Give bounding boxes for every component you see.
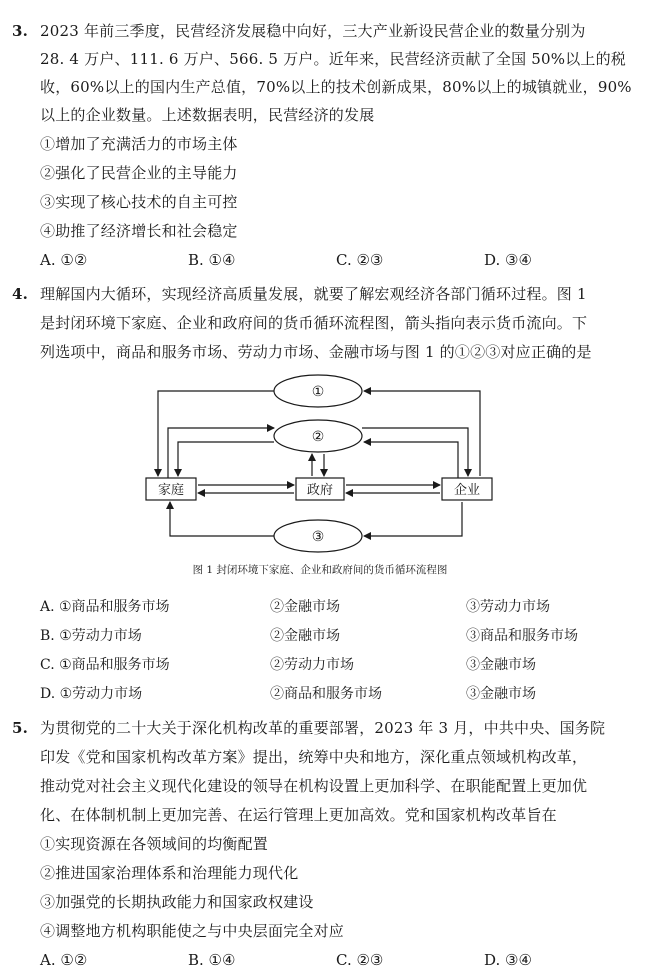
question-stem-line: 28. 4 万户、111. 6 万户、566. 5 万户。近年来，民营经济贡献了全国 50%以上的税 [40,50,627,68]
choice-a: A. ①② [40,251,88,269]
option-a-2: ②金融市场 [270,599,340,615]
choice-b: B. ①④ [188,251,236,269]
question-number: 4. [12,285,29,303]
question-stem-line: 是封闭环境下家庭、企业和政府间的货币循环流程图，箭头指向表示货币流向。下 [40,314,588,332]
choice-b: B. ①④ [188,951,236,969]
option-d-1: D. ①劳动力市场 [40,686,143,702]
question-stem-line: 推动党对社会主义现代化建设的领导在机构设置上更加科学、在职能配置上更加优 [40,777,588,795]
statement: ②强化了民营企业的主导能力 [40,164,238,182]
ellipse-2-label: ② [311,429,325,445]
statement: ①增加了充满活力的市场主体 [40,135,238,153]
option-a-3: ③劳动力市场 [466,599,550,615]
box-gov-label: 政府 [306,483,334,498]
question-stem-line: 以上的企业数量。上述数据表明，民营经济的发展 [40,106,375,124]
option-c-3: ③金融市场 [466,657,536,673]
statement: ②推进国家治理体系和治理能力现代化 [40,864,299,882]
statement: ④调整地方机构职能使之与中央层面完全对应 [40,922,345,940]
option-d-3: ③金融市场 [466,686,536,702]
choice-a: A. ①② [40,951,88,969]
question-stem-line: 收，60%以上的国内生产总值，70%以上的技术创新成果，80%以上的城镇就业，90% [40,78,632,96]
option-b-3: ③商品和服务市场 [466,628,578,644]
choice-d: D. ③④ [484,251,532,269]
option-b-1: B. ①劳动力市场 [40,628,142,644]
box-firm-label: 企业 [453,483,481,498]
statement: ③加强党的长期执政能力和国家政权建设 [40,893,314,911]
money-circulation-diagram [140,372,510,582]
question-stem-line: 2023 年前三季度，民营经济发展稳中向好，三大产业新设民营企业的数量分别为 [40,22,586,40]
choice-d: D. ③④ [484,951,532,969]
choice-c: C. ②③ [336,951,384,969]
question-stem-line: 化、在体制机制上更加完善、在运行管理上更加高效。党和国家机构改革旨在 [40,806,557,824]
ellipse-3-label: ③ [311,529,325,545]
question-stem-line: 印发《党和国家机构改革方案》提出，统筹中央和地方，深化重点领域机构改革， [40,748,588,766]
statement: ①实现资源在各领域间的均衡配置 [40,835,269,853]
statement: ③实现了核心技术的自主可控 [40,193,238,211]
question-number: 3. [12,22,29,40]
ellipse-1-label: ① [311,384,325,400]
question-stem-line: 为贯彻党的二十大关于深化机构改革的重要部署，2023 年 3 月，中共中央、国务院 [40,719,606,737]
question-number: 5. [12,719,29,737]
option-b-2: ②金融市场 [270,628,340,644]
box-home-label: 家庭 [157,483,185,498]
figure-caption: 图 1 封闭环境下家庭、企业和政府间的货币循环流程图 [192,564,448,576]
option-a-1: A. ①商品和服务市场 [40,599,170,615]
choice-c: C. ②③ [336,251,384,269]
question-stem-line: 列选项中，商品和服务市场、劳动力市场、金融市场与图 1 的①②③对应正确的是 [40,343,592,361]
option-c-2: ②劳动力市场 [270,657,354,673]
question-stem-line: 理解国内大循环，实现经济高质量发展，就要了解宏观经济各部门循环过程。图 1 [40,285,587,303]
statement: ④助推了经济增长和社会稳定 [40,222,238,240]
option-c-1: C. ①商品和服务市场 [40,657,170,673]
option-d-2: ②商品和服务市场 [270,686,382,702]
